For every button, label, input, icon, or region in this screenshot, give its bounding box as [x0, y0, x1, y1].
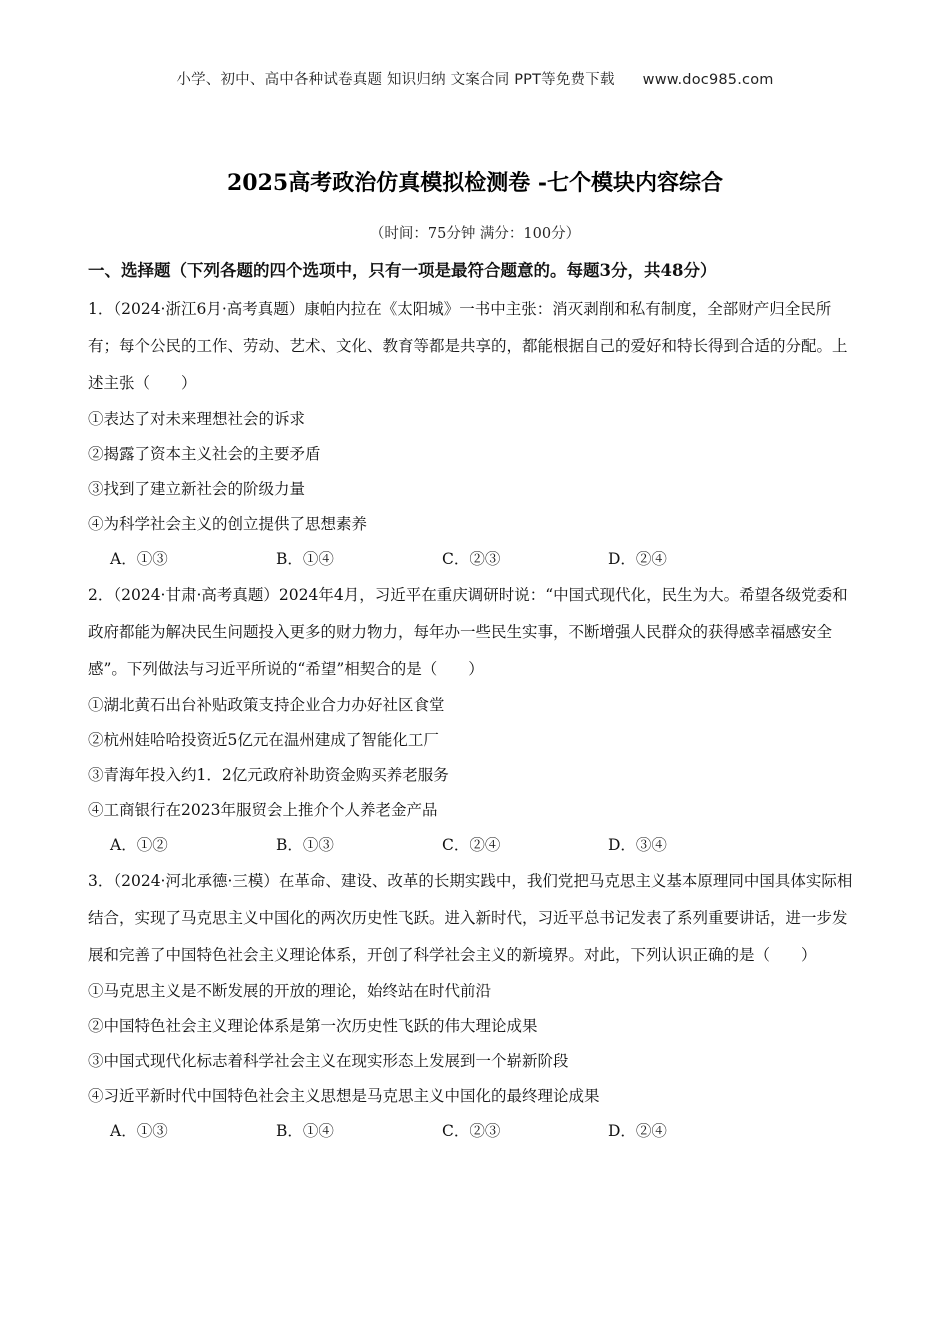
- statement-option: ②杭州娃哈哈投资近5亿元在温州建成了智能化工厂: [88, 731, 439, 749]
- choice-c: C．②④: [442, 836, 501, 854]
- exam-subtitle: （时间：75分钟 满分：100分）: [369, 226, 581, 242]
- exam-title: 2025高考政治仿真模拟检测卷 -七个模块内容综合: [226, 170, 724, 196]
- statement-option: ①表达了对未来理想社会的诉求: [88, 410, 306, 428]
- choice-c: C．②③: [442, 550, 501, 568]
- choice-d: D．②④: [608, 1122, 667, 1140]
- choice-b: B．①④: [276, 1122, 334, 1140]
- statement-option: ④为科学社会主义的创立提供了思想素养: [88, 515, 368, 533]
- answer-choices: [88, 542, 862, 577]
- statement-option: ③找到了建立新社会的阶级力量: [88, 480, 306, 498]
- statement-option: ②揭露了资本主义社会的主要矛盾: [88, 445, 321, 463]
- statement-option: ②中国特色社会主义理论体系是第一次历史性飞跃的伟大理论成果: [88, 1017, 538, 1035]
- statement-option: ①湖北黄石出台补贴政策支持企业合力办好社区食堂: [88, 696, 445, 714]
- choice-d: D．②④: [608, 550, 667, 568]
- question-3: [88, 863, 862, 1149]
- answer-choices: [88, 828, 862, 863]
- choice-a: A．①③: [110, 1122, 168, 1140]
- header-site-link[interactable]: www.doc985.com: [642, 72, 774, 88]
- choice-b: B．①④: [276, 550, 334, 568]
- choice-a: A．①③: [110, 550, 168, 568]
- statement-option: ④习近平新时代中国特色社会主义思想是马克思主义中国化的最终理论成果: [88, 1087, 600, 1105]
- statement-option: ③中国式现代化标志着科学社会主义在现实形态上发展到一个崭新阶段: [88, 1052, 569, 1070]
- page-header: [0, 68, 950, 89]
- header-text: 小学、初中、高中各种试卷真题 知识归纳 文案合同 PPT等免费下载: [176, 72, 615, 88]
- question-stem: 2．（2024·甘肃·高考真题）2024年4月，习近平在重庆调研时说：“中国式现代化，民生为大。希望各级党委和政府都能为解决民生问题投入更多的财力物力，每年办一些民生实事，不断增强人民群众的获得感幸福感安全感”。下列做法与习近平所说的“希望”相契合的是（ ）: [88, 586, 848, 678]
- answer-choices: [88, 1114, 862, 1149]
- section-heading: 一、选择题（下列各题的四个选项中，只有一项是最符合题意的。每题3分，共48分）: [88, 261, 717, 280]
- choice-b: B．①③: [276, 836, 334, 854]
- statement-option: ①马克思主义是不断发展的开放的理论，始终站在时代前沿: [88, 982, 492, 1000]
- exam-content: [88, 257, 862, 1149]
- choice-d: D．③④: [608, 836, 667, 854]
- statement-option: ③青海年投入约1．2亿元政府补助资金购买养老服务: [88, 766, 449, 784]
- choice-c: C．②③: [442, 1122, 501, 1140]
- question-1: [88, 291, 862, 577]
- question-stem: 3．（2024·河北承德·三模）在革命、建设、改革的长期实践中，我们党把马克思主义基本原理同中国具体实际相结合，实现了马克思主义中国化的两次历史性飞跃。进入新时代，习近平总书记发表了系列重要讲话，进一步发展和完善了中国特色社会主义理论体系，开创了科学社会主义的新境界。对此，下列认识正确的是（ ）: [88, 872, 853, 964]
- question-stem: 1．（2024·浙江6月·高考真题）康帕内拉在《太阳城》一书中主张：消灭剥削和私有制度，全部财产归全民所有；每个公民的工作、劳动、艺术、文化、教育等都是共享的，都能根据自己的爱好和特长得到合适的分配。上述主张（ ）: [88, 300, 848, 392]
- question-2: [88, 577, 862, 863]
- choice-a: A．①②: [110, 836, 168, 854]
- statement-option: ④工商银行在2023年服贸会上推介个人养老金产品: [88, 801, 438, 819]
